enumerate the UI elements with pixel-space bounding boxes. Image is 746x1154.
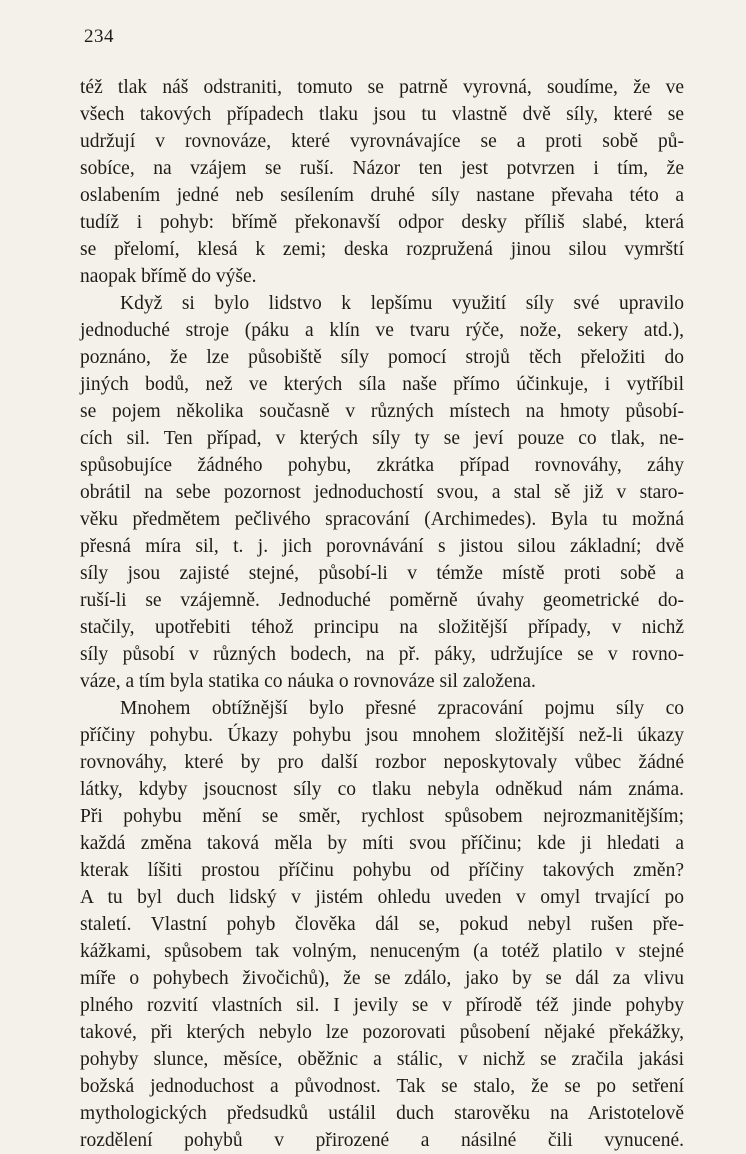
text-line: tudíž i pohyb: břímě překonavší odpor desky příliš slabé, která [80,212,684,233]
text-line: příčiny pohybu. Úkazy pohybu jsou mnohem složitější než-li úkazy [80,725,684,746]
text-line: kážkami, spůsobem tak volným, nenuceným (a totéž platilo v stejné [80,941,684,962]
text-line: oslabením jedné neb sesílením druhé síly nastane převaha této a [80,185,684,206]
text-line: A tu byl duch lidský v jistém ohledu uveden v omyl trvající po [80,887,684,908]
text-line: takové, při kterých nebylo lze pozorovati působení nějaké překážky, [80,1022,684,1043]
text-line: rozdělení pohybů v přirozené a násilné čili vynucené. [80,1130,684,1151]
text-line: Při pohybu mění se směr, rychlost spůsobem nejrozmanitějším; [80,806,684,827]
text-line: kterak líšiti prostou příčinu pohybu od příčiny takových změn? [80,860,684,881]
text-line: udržují v rovnováze, které vyrovnávajíce se a proti sobě pů- [80,131,684,152]
text-line: síly působí v různých bodech, na př. páky, udržujíce se v rovno- [80,644,684,665]
text-line: poznáno, že lze působiště síly pomocí strojů těch přeložiti do [80,347,684,368]
text-line: jednoduché stroje (páku a klín ve tvaru rýče, nože, sekery atd.), [80,320,684,341]
text-line: ruší-li se vzájemně. Jednoduché poměrně úvahy geometrické do- [80,590,684,611]
body-text [80,74,684,1154]
text-line: spůsobujíce žádného pohybu, zkrátka případ rovnováhy, záhy [80,455,684,476]
text-line: se pojem několika současně v různých místech na hmoty působí- [80,401,684,422]
text-line: též tlak náš odstraniti, tomuto se patrně vyrovná, soudíme, že ve [80,77,684,98]
text-line: síly jsou zajisté stejné, působí-li v témže místě proti sobě a [80,563,684,584]
text-line: všech takových případech tlaku jsou tu vlastně dvě síly, které se [80,104,684,125]
page-number: 234 [84,26,114,47]
text-line: božská jednoduchost a původnost. Tak se stalo, že se po setření [80,1076,684,1097]
text-line: míře o pohybech živočichů), že se zdálo, jako by se dál za vlivu [80,968,684,989]
text-line: mythologických předsudků ustálil duch starověku na Aristotelově [80,1103,684,1124]
text-line: každá změna taková měla by míti svou příčinu; kde ji hledati a [80,833,684,854]
text-line: přesná míra sil, t. j. jich porovnávání s jistou silou základní; dvě [80,536,684,557]
text-line: se přelomí, klesá k zemi; deska rozpružená jinou silou vymrští [80,239,684,260]
text-line: jiných bodů, než ve kterých síla naše přímo účinkuje, i vytříbil [80,374,684,395]
text-line: váze, a tím byla statika co náuka o rovnováze sil založena. [80,671,536,692]
text-line: látky, kdyby jsoucnost síly co tlaku nebyla odněkud nám známa. [80,779,684,800]
text-line: věku předmětem pečlivého spracování (Archimedes). Byla tu možná [80,509,684,530]
text-line: obrátil na sebe pozornost jednoduchostí svou, a stal sě již v staro- [80,482,684,503]
text-line: plného rozvití vlastních sil. I jevily se v přírodě též jinde pohyby [80,995,684,1016]
paragraph-first-line: Mnohem obtížnější bylo přesné zpracování pojmu síly co [120,698,684,719]
text-line: pohyby slunce, měsíce, oběžnic a stálic, v nichž se zračila jakási [80,1049,684,1070]
text-line: stačily, upotřebiti téhož principu na složitější případy, v nichž [80,617,684,638]
text-line: sobíce, na vzájem se ruší. Názor ten jest potvrzen i tím, že [80,158,684,179]
paragraph-first-line: Když si bylo lidstvo k lepšímu využití síly své upravilo [120,293,684,314]
text-line: naopak břímě do výše. [80,266,257,287]
text-line: cích sil. Ten případ, v kterých síly ty se jeví pouze co tlak, ne- [80,428,684,449]
text-line: rovnováhy, které by pro další rozbor neposkytovaly vůbec žádné [80,752,684,773]
text-line: staletí. Vlastní pohyb člověka dál se, pokud nebyl rušen pře- [80,914,684,935]
